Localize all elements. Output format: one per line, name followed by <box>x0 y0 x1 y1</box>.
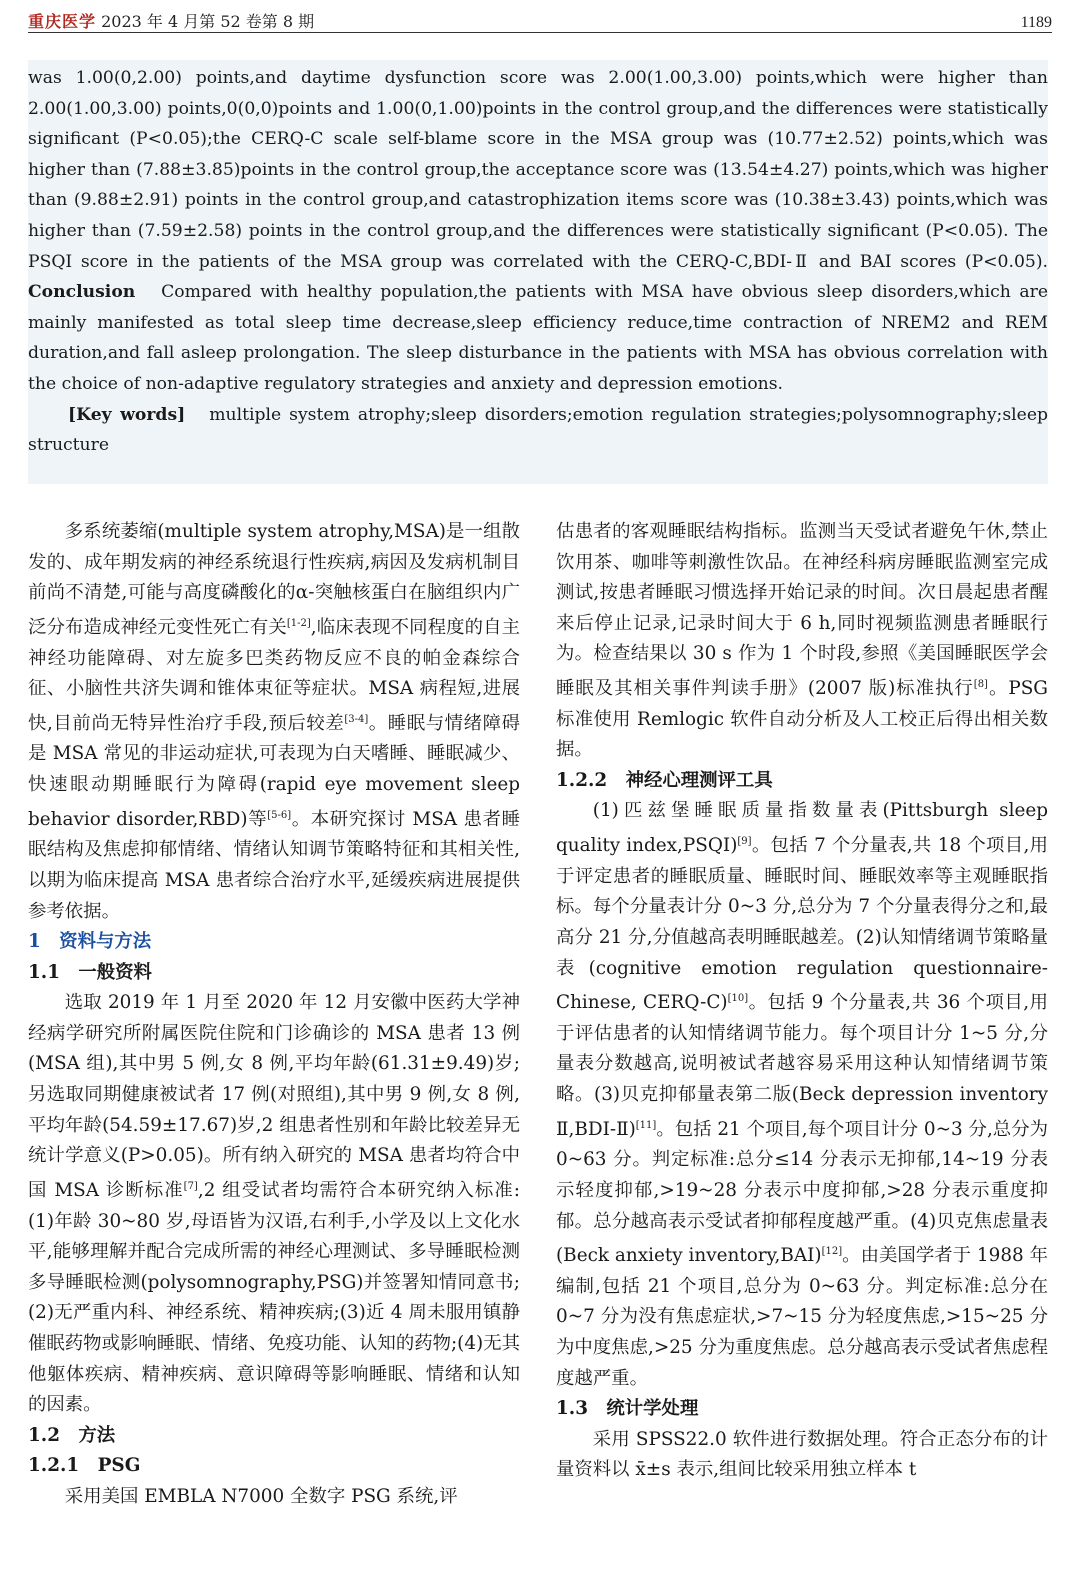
tools-d: 。包括 21 个项目,每个项目计分 0~3 分,总分为 0~63 分。判定标准:总分≤14 分表示无抑郁,14~19 分表示轻度抑郁,>19~28 分表示中度抑郁,>28 分表示重度抑郁。总分越高表示受试者抑郁程度越严重。(4)贝克焦虑量表(Beck anxiety inventory,BAI) <box>556 1118 1048 1267</box>
psg-paragraph: 采用美国 EMBLA N7000 全数字 PSG 系统,评 <box>64 1485 458 1507</box>
intro-text-c: 。睡眠与情绪障碍是 MSA 常见的非运动症状,可表现为白天嗜睡、睡眠减少、快速眼动期睡眠行为障碍(rapid eye movement sleep behavior disorder,RBD)等 <box>28 712 520 830</box>
section-heading-1-3: 1.3 统计学处理 <box>556 1398 699 1420</box>
tools-c: 。包括 9 个分量表,共 36 个项目,用于评估患者的认知情绪调节能力。每个项目计分 1~5 分,分量表分数越高,说明被试者越容易采用这种认知情绪调节策略。(3)贝克抑郁量表第二版(Beck depression inventory Ⅱ,BDI-Ⅱ) <box>556 992 1048 1140</box>
psg-paragraph-cont <box>556 517 1048 766</box>
conclusion-text: Compared with healthy population,the patients with MSA have obvious sleep disorders,which are mainly manifested as total sleep time decrease,sleep efficiency reduce,time contraction of NREM2 and REM duration,and fall asleep prolongation. The sleep disturbance in the patients with MSA has obvious correlation with the choice of non-adaptive regulatory strategies and anxiety and depression emotions. <box>28 282 1049 394</box>
intro-text-d: 。本研究探讨 MSA 患者睡眠结构及焦虑抑郁情绪、情绪认知调节策略特征和其相关性,以期为临床提高 MSA 患者综合治疗水平,延缓疾病进展提供参考依据。 <box>28 808 520 922</box>
general-info-paragraph <box>28 988 520 1420</box>
section-heading-1-2-2: 1.2.2 神经心理测评工具 <box>556 769 773 791</box>
issue-info: 2023 年 4 月第 52 卷第 8 期 <box>101 12 315 31</box>
conclusion-label: Conclusion <box>28 282 136 303</box>
general-info-b: ,2 组受试者均需符合本研究纳入标准:(1)年龄 30~80 岁,母语皆为汉语,右利手,小学及以上文化水平,能够理解并配合完成所需的神经心理测试、多导睡眠检测多导睡眠检测(polysomnography,PSG)并签署知情同意书;(2)无严重内科、神经系统、精神疾病;(3)近 4 周未服用镇静催眠药物或影响睡眠、情绪、免疫功能、认知的药物;(4)无其他躯体疾病、精神疾病、意识障碍等影响睡眠、情绪和认知的因素。 <box>28 1179 521 1416</box>
section-heading-1: 1 资料与方法 <box>28 931 152 953</box>
tools-b: 。包括 7 个分量表,共 18 个项目,用于评定患者的睡眠质量、睡眠时间、睡眠效率等主观睡眠指标。每个分量表计分 0~3 分,总分为 7 个分量表得分之和,最高分 21 分,分值越高表明睡眠越差。(2)认知情绪调节策略量表(cognitive emotion regulation questionnaire-Chinese, CERQ-C) <box>556 835 1048 1014</box>
intro-text-b: ,临床表现不同程度的自主神经功能障碍、对左旋多巴类药物反应不良的帕金森综合征、小脑性共济失调和锥体束征等症状。MSA 病程短,进展快,目前尚无特异性治疗手段,预后较差 <box>28 616 520 734</box>
citation: [3-4] <box>344 713 369 725</box>
citation: [9] <box>737 836 752 848</box>
abstract-results: was 1.00(0,2.00) points,and daytime dysfunction score was 2.00(1.00,3.00) points,which were higher than 2.00(1.00,3.00) points,0(0,0)points and 1.00(0,1.00)points in the control group,and the differences were statistically significant (P<0.05);the CERQ-C scale self-blame score in the MSA group was (10.77±2.52) points,which was higher than (7.88±3.85)points in the control group,the acceptance score was (13.54±4.27) points,which was higher than (9.88±2.91) points in the control group,and catastrophization items score was (10.38±3.43) points,which was higher than (7.59±2.58) points in the control group,and the differences were statistically significant (P<0.05). The PSQI score in the patients of the MSA group was correlated with the CERQ-C,BDI-Ⅱ and BAI scores (P<0.05). <box>28 68 1048 272</box>
psg-cont-a: 估患者的客观睡眠结构指标。监测当天受试者避免午休,禁止饮用茶、咖啡等刺激性饮品。在神经科病房睡眠监测室完成测试,按患者睡眠习惯选择开始记录的时间。次日晨起患者醒来后停止记录,记录时间大于 6 h,同时视频监测患者睡眠行为。检查结果以 30 s 作为 1 个时段,参照《美国睡眠医学会睡眠及其相关事件判读手册》(2007 版)标准执行 <box>556 521 1048 700</box>
tools-e: 。由美国学者于 1988 年编制,包括 21 个项目,总分为 0~63 分。判定标准:总分在 0~7 分为没有焦虑症状,>7~15 分为轻度焦虑,>15~25 分为中度焦虑,>25 分为重度焦虑。总分越高表示受试者焦虑程度越严重。 <box>556 1245 1048 1389</box>
keywords-text: multiple system atrophy;sleep disorders;emotion regulation strategies;polysomnography;sleep structure <box>28 404 1048 456</box>
section-heading-1-1: 1.1 一般资料 <box>28 961 152 983</box>
citation: [12] <box>821 1246 843 1258</box>
keywords-label: [Key words] <box>68 404 186 425</box>
abstract-body <box>28 63 1048 400</box>
tools-a: (1)匹兹堡睡眠质量指数量表(Pittsburgh sleep quality index,PSQI) <box>556 800 1048 857</box>
tools-paragraph <box>556 796 1048 1394</box>
citation: [1-2] <box>286 617 311 629</box>
statistics-paragraph: 采用 SPSS22.0 软件进行数据处理。符合正态分布的计量资料以 x̄±s 表示,组间比较采用独立样本 t <box>556 1428 1048 1481</box>
intro-text-a: 多系统萎缩(multiple system atrophy,MSA)是一组散发的、成年期发病的神经系统退行性疾病,病因及发病机制目前尚不清楚,可能与高度磷酸化的α-突触核蛋白在脑组织内广泛分布造成神经元变性死亡有关 <box>28 521 520 638</box>
page-number: 1189 <box>1020 14 1052 31</box>
section-heading-1-2: 1.2 方法 <box>28 1424 116 1446</box>
running-header <box>28 6 1052 33</box>
citation: [5-6] <box>267 809 292 821</box>
left-column <box>28 517 520 1513</box>
journal-name: 重庆医学 <box>28 12 97 31</box>
english-abstract <box>28 60 1048 484</box>
citation: [11] <box>635 1119 657 1131</box>
keywords <box>28 400 1048 461</box>
psg-cont-b: 。PSG 标准使用 Remlogic 软件自动分析及人工校正后得出相关数据。 <box>556 678 1048 761</box>
citation: [8] <box>973 678 988 690</box>
right-column <box>556 517 1048 1486</box>
citation: [7] <box>183 1180 198 1192</box>
citation: [10] <box>727 993 749 1005</box>
section-heading-1-2-1: 1.2.1 PSG <box>28 1455 141 1477</box>
general-info-a: 选取 2019 年 1 月至 2020 年 12 月安徽中医药大学神经病学研究所附属医院住院和门诊确诊的 MSA 患者 13 例(MSA 组),其中男 5 例,女 8 例,平均年龄(61.31±9.49)岁;另选取同期健康被试者 17 例(对照组),其中男 9 例,女 8 例,平均年龄(54.59±17.67)岁,2 组患者性别和年龄比较差异无统计学意义(P>0.05)。所有纳入研究的 MSA 患者均符合中国 MSA 诊断标准 <box>28 992 520 1201</box>
intro-paragraph <box>28 517 520 927</box>
